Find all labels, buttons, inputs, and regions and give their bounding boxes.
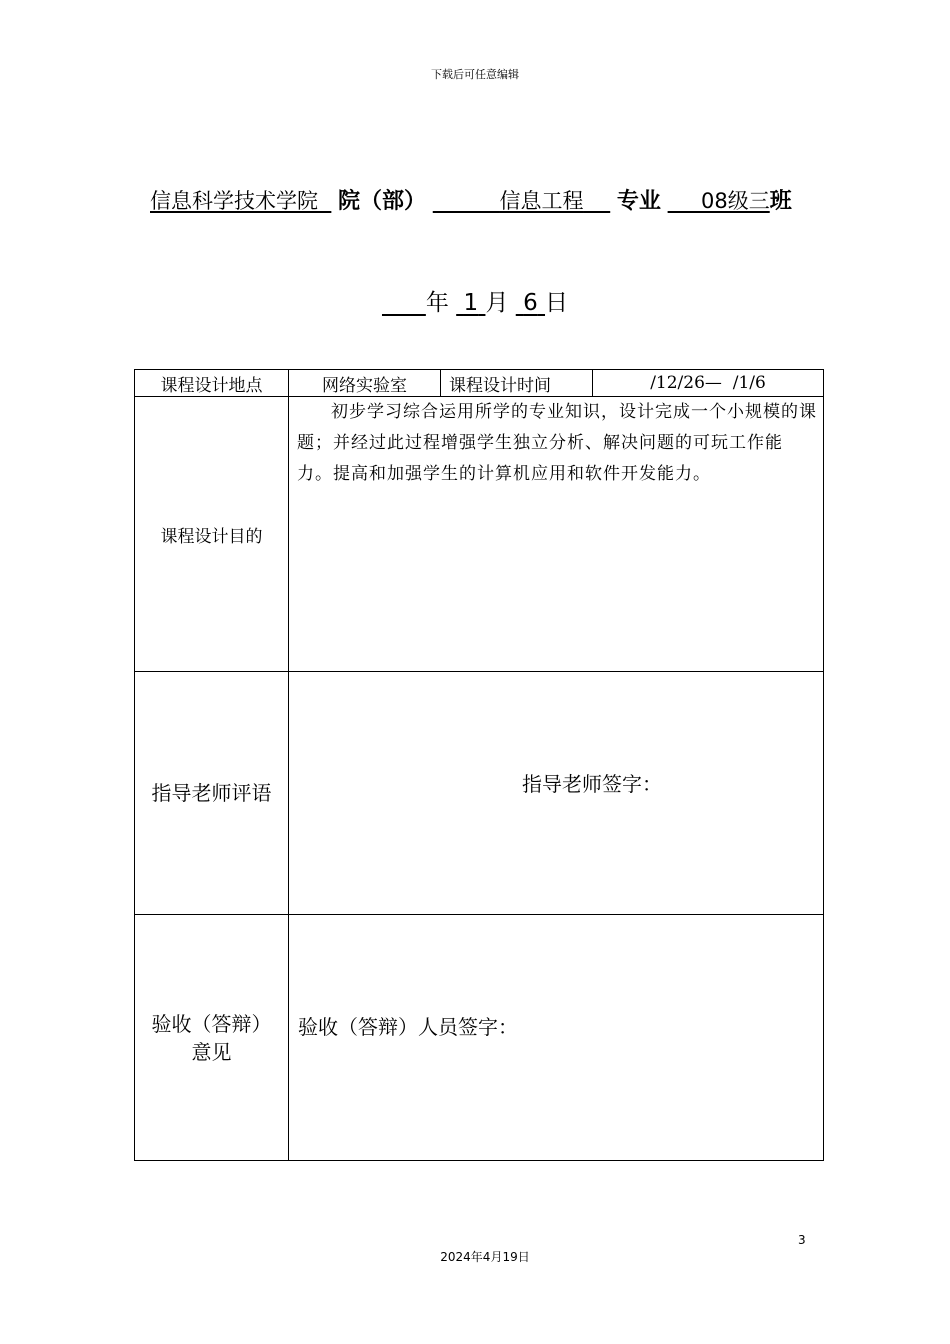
major-field: 信息工程 — [499, 189, 584, 213]
month-suffix: 月 — [485, 290, 509, 316]
date-line — [0, 284, 950, 317]
location-label: 课程设计地点 — [135, 370, 289, 397]
table-row — [135, 397, 824, 672]
month-value: 1 — [463, 290, 479, 316]
time-label: 课程设计时间 — [441, 370, 593, 397]
time-value: /12/26— /1/6 — [593, 370, 824, 397]
acceptance-cell — [289, 915, 824, 1161]
teacher-comment-cell — [289, 672, 824, 915]
design-form-table — [134, 369, 824, 1161]
table-row — [135, 370, 824, 397]
footer-date: 2024年4月19日 — [440, 1250, 530, 1264]
location-value: 网络实验室 — [289, 370, 441, 397]
college-suffix: 院（部） — [338, 189, 427, 214]
table-row — [135, 915, 824, 1161]
table-row — [135, 672, 824, 915]
page-number: 3 — [798, 1233, 806, 1247]
acceptance-label-line1: 验收（答辩） — [151, 1011, 272, 1036]
title-line — [150, 184, 810, 215]
day-value: 6 — [523, 290, 538, 316]
acceptance-label-line2: 意见 — [191, 1039, 232, 1064]
teacher-comment-label: 指导老师评语 — [135, 672, 289, 915]
class-suffix: 班 — [769, 189, 792, 214]
header-note: 下载后可任意编辑 — [431, 68, 519, 81]
purpose-label: 课程设计目的 — [135, 397, 289, 672]
teacher-sign-label: 指导老师签字： — [522, 772, 662, 796]
purpose-text: 初步学习综合运用所学的专业知识，设计完成一个小规模的课题；并经过此过程增强学生独立分析、解决问题的可玩工作能力。提高和加强学生的计算机应用和软件开发能力。 — [289, 397, 824, 672]
class-field: 08级三 — [701, 189, 770, 213]
acceptance-sign-label: 验收（答辩）人员签字： — [298, 1015, 518, 1039]
major-suffix: 专业 — [616, 189, 661, 214]
day-suffix: 日 — [545, 290, 569, 316]
acceptance-label — [135, 915, 289, 1161]
year-suffix: 年 — [425, 290, 449, 316]
college-field: 信息科学技术学院 — [150, 189, 318, 213]
